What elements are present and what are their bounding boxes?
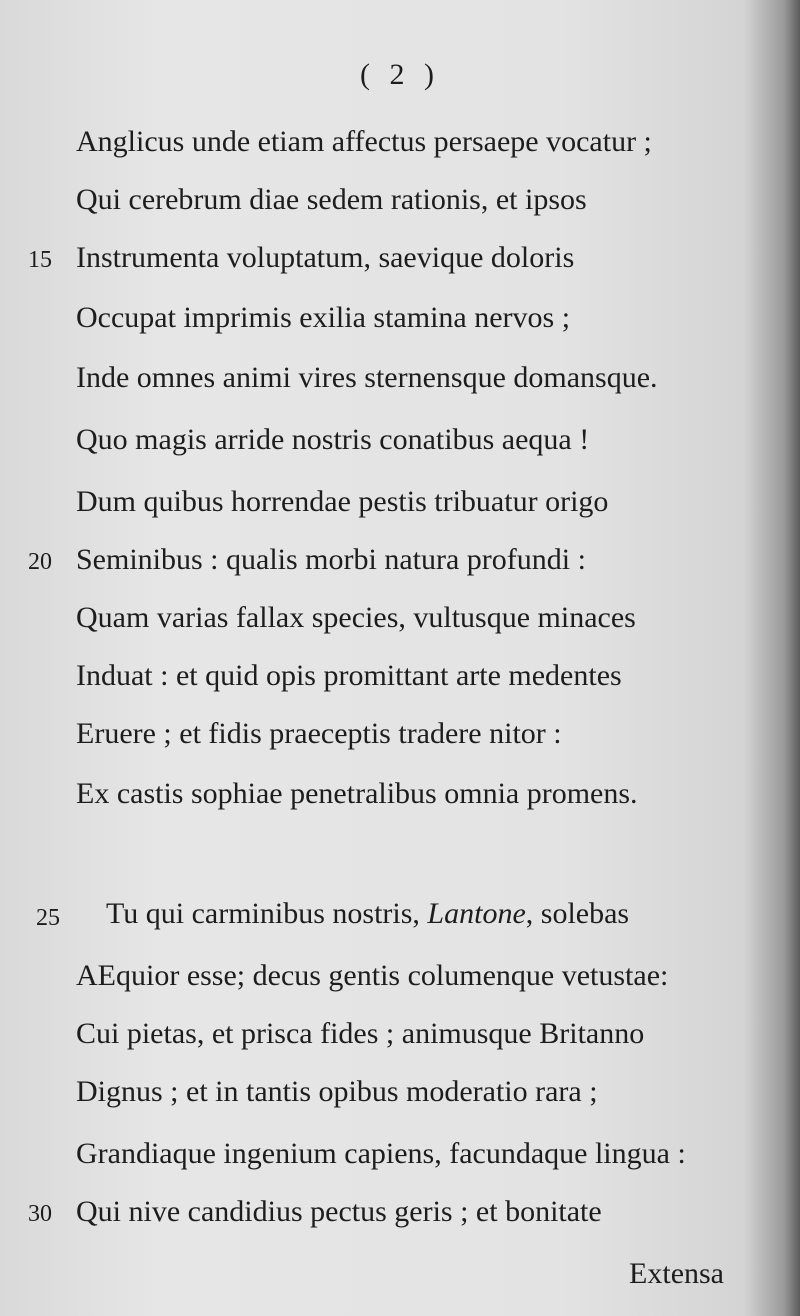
line-25-text-start: Tu qui carminibus nostris, bbox=[106, 897, 428, 930]
verse-line-19: Dum quibus horrendae pestis tribuatur origo bbox=[76, 485, 609, 518]
line-number-30: 30 bbox=[28, 1201, 52, 1227]
page-number: ( 2 ) bbox=[360, 58, 440, 91]
verse-line-22: Induat : et quid opis promittant arte medentes bbox=[76, 659, 622, 692]
verse-line-18: Quo magis arride nostris conatibus aequa ! bbox=[76, 423, 590, 456]
catchword: Extensa bbox=[629, 1257, 724, 1290]
verse-line-12: Anglicus unde etiam affectus persaepe vocatur ; bbox=[76, 125, 652, 158]
line-number-20: 20 bbox=[28, 549, 52, 575]
verse-line-27: Cui pietas, et prisca fides ; animusque Britanno bbox=[76, 1017, 645, 1050]
verse-line-25 bbox=[106, 896, 629, 932]
verse-line-30: Qui nive candidius pectus geris ; et bonitate bbox=[76, 1195, 602, 1228]
verse-line-28: Dignus ; et in tantis opibus moderatio rara ; bbox=[76, 1075, 598, 1108]
verse-line-17: Inde omnes animi vires sternensque domansque. bbox=[76, 361, 658, 394]
verse-line-20: Seminibus : qualis morbi natura profundi : bbox=[76, 543, 586, 576]
dedicatee-name: Lantone bbox=[427, 897, 526, 930]
verse-line-13: Qui cerebrum diae sedem rationis, et ipsos bbox=[76, 183, 587, 216]
line-number-25: 25 bbox=[36, 905, 60, 931]
line-25-text-end: , solebas bbox=[525, 897, 630, 930]
verse-line-26: AEquior esse; decus gentis columenque vetustae: bbox=[76, 959, 669, 992]
verse-line-16: Occupat imprimis exilia stamina nervos ; bbox=[76, 301, 571, 334]
verse-line-23: Eruere ; et fidis praeceptis tradere nitor : bbox=[76, 717, 562, 750]
verse-line-15: Instrumenta voluptatum, saevique doloris bbox=[76, 241, 575, 274]
verse-line-24: Ex castis sophiae penetralibus omnia promens. bbox=[76, 777, 638, 810]
verse-line-21: Quam varias fallax species, vultusque minaces bbox=[76, 601, 636, 634]
verse-line-29: Grandiaque ingenium capiens, facundaque lingua : bbox=[76, 1137, 686, 1170]
line-number-15: 15 bbox=[28, 247, 52, 273]
